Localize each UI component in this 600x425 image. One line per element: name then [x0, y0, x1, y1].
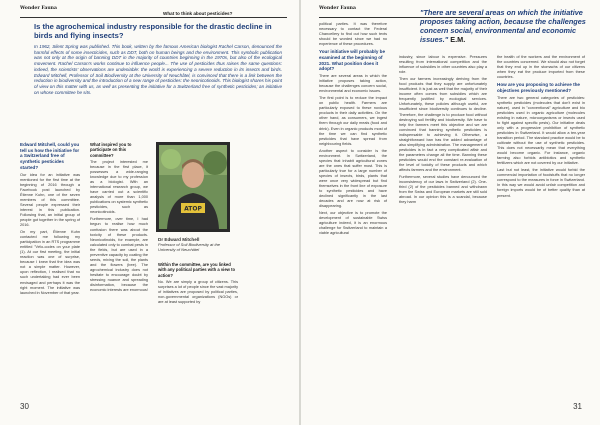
paragraph: the health of the workers and the environment of the countries concerned. We should also not forget that they end up in the stomachs of our citizens when they eat the produce imported from these countries. [497, 55, 585, 80]
paragraph: On my part, Étienne Kuhn contacted me following my participation in an RTS programme entitled "Vélo-codes on your plate (1). At our first meeting, the initial reaction was one of surprise, because I knew that the idea was not a simple matter. However, upon reflection, I realised that no such undertaking had ever been envisaged and perhaps it was the right moment. The initiative was launched in November of that year. [20, 230, 80, 295]
article-title: Is the agrochemical industry responsible for the drastic decline in birds and flying insects? [34, 22, 272, 40]
paragraph: Then our farmers increasingly deriving from the food products that they supply are unfortunately insufficient. It is just as well that the majority of their income often comes from subsidies which are frequently justified by ecological services. Unfortunately, these policies although useful, are insufficient since biodiversity continues to decline. Therefore, the challenge is to produce food without destroying soil fertility and biodiversity. We have to help the farmers meet this objective and we are convinced that banning synthetic pesticides is indispensable to achieving it. Otherwise, a straightforward ban has the added advantage of also simplifying administration. The management of pesticides is in fact a very complicated affair and the parameters change all the time. Banning these pesticides would end the constant re-evaluation of the level of toxicity of these products and which affects farmers and the environment. [399, 77, 487, 173]
question-3: Within the committee, are you linked with any political parties with a view to action? [158, 262, 236, 278]
left-column-1 [20, 142, 80, 298]
paragraph: Last but not least, the initiative would forbid the commercial importation of foodstuffs that no longer correspond to the measures in force in Switzerland. In this way we would avoid unfair competition and foreign imports would be of better quality than at present. [497, 168, 585, 198]
question-5: How are you proposing to achieve the objectives previously mentioned? [497, 82, 580, 93]
paragraph: Next, our objective is to promote the development of sustainable Swiss agriculture indeed, it is an enormous challenge for Switzerland to maintain a viable agricultural [319, 211, 387, 236]
paragraph: Our idea for an initiative was mentioned for the first time at the beginning of 2016 through a Facebook post launched by Étienne Kuhn, one of the seven members of this committee. Several people expressed their interest in this publication. Following that, an initial group of people got together in the spring of 2016. [20, 172, 80, 227]
left-column-3 [158, 262, 238, 307]
paragraph: No. We are simply a group of citizens. This surprises a lot of people since the vast majority of initiatives are proposed by political parties, non-governmental organizations (NGOs) or are at least supported by [158, 279, 238, 305]
paragraph: Furthermore, several studies have denounced the inconsistency of our laws in Switzerland (2). One-third (2) of the pesticides banned and withdrawn from the Swiss and European markets are still sold abroad. In our opinion this is a scandal, because they harm [399, 175, 487, 205]
paragraph: There are several areas in which the initiative proposes taking action, because the challenges concern social, environmental and economic issues. [319, 74, 387, 94]
right-column-1 [319, 22, 387, 239]
page-number: 31 [573, 402, 582, 411]
page-left [0, 0, 299, 425]
paragraph: Furthermore, over time, I had begun to realise how much confusion there was about the toxicity of these products. Neonicotinoids, for example, are calculated only to combat pests in the fields, but are used in a preventive capacity by coating the seeds, mixing the soil, the plants and the flowers (bee). The agrochemical industry does not hesitate to encourage doubt by stressing nuance and spreading disinformation, because the economic interests are enormous! [90, 217, 148, 293]
header-brand: Wonder Fauna [319, 6, 356, 11]
header-rule [20, 17, 287, 18]
right-column-2 [399, 55, 487, 207]
paragraph: political parties. It was therefore necessary to contact the Federal Chancellery to find out how such texts should be worded since we had no experience of these procedures. [319, 22, 387, 47]
paragraph: The project interested me because in the first place, it possesses a wide-ranging knowledge due to my profession as a biologist. With an international research group, we have carried out a scientific analysis of more than 1,000 publications on systemic synthetic pesticides, such as neonicotinoids. [90, 159, 148, 215]
shirt-lettering: ATOP [184, 205, 202, 213]
paragraph: The first point is to reduce the impact on public health. Farmers are particularly exposed to these noxious products in their daily activities. On the other hand, as consumers, we ingest them through our daily meals (food and drink). Even in organic products most of the time we can find synthetic pesticides that have spread from neighbouring fields. [319, 96, 387, 146]
pull-quote [420, 8, 592, 44]
question-1: Edward Mitchell, could you tell us how the initiative for a Switzerland free of synthetic pesticides started? [20, 142, 80, 170]
question-4: Your initiative will probably be examined at the beginning of 2021. What position does it adopt? [319, 49, 386, 72]
pull-quote-text: "There are several areas on which the initiative proposes taking action, because the challenges concern social, environmental and economic issues." [420, 8, 586, 44]
paragraph: There are two general categories of pesticides: synthetic pesticides (molecules that don't exist in nature), used in "conventional" agriculture and bio pesticides used in organic agriculture (molecules existing in nature, microorganisms or insects used to fight against specific pests). Our initiative deals only with a progressive prohibition of synthetic pesticides in Switzerland. It would allow a ten-year transition period. The standard practice would be to cultivate without the use of synthetic pesticides. This does not necessarily mean that everything would become organic. For instance, organic farming also forbids antibiotics and synthetic fertilizers which are not covered by our initiative. [497, 95, 585, 166]
photo-caption [158, 238, 238, 252]
caption-name: Dr Edward Mitchell [158, 237, 200, 242]
question-2: What inspired you to participate on this committee? [90, 142, 132, 158]
header-section-title: What to think about pesticides? [163, 11, 233, 16]
portrait-photo [156, 142, 230, 232]
paragraph: industry, since labour is expensive. Pressures resulting from international competition and the influence of subsidies in other countries also play a role. [399, 55, 487, 75]
right-column-3 [497, 55, 585, 201]
caption-role: Professor of Soil Biodiversity at the University of Neuchâtel [158, 241, 221, 252]
page-right [301, 0, 600, 425]
page-number: 30 [20, 402, 29, 411]
left-column-2 [90, 142, 148, 295]
paragraph: Another aspect to consider is the environment. In Switzerland, the species that inhabit agricultural zones are the ones that suffer most. This is particularly true for a large number of species of insects, birds, plants that were once very widespread but find themselves in the front line of exposure to synthetic pesticides and have declined significantly in the last decades and are now at risk of disappearing. [319, 148, 387, 209]
article-intro: In 1962, Silent Spring was published. This book, written by the famous American biologist Rachel Carson, denounced the harmful effects of some insecticides, such as DDT, both on human beings and the environment. This symbolic publication was not only at the origin of banning DDT in the majority of countries beginning in the 1970s, but also of the ecological movement. Rachel Carson's works continue to influence people... The use of pesticides thus raises the same questions: indeed, the scientists' observations are undeniable: the world is experiencing a severe reduction in its insects and birds. Edward Mitchell, Professor of Soil Biodiversity at the University of Neuchâtel, is convinced that there is a link between the reduction in biodiversity and the introduction of a new range of pesticides: the neonicotinoids. This biologist shares his point of view on this matter with us, as well as presenting the initiative for a Switzerland free of synthetic pesticides; an initiative on whose committee he sits. [34, 44, 282, 95]
pull-quote-attribution: E.M. [450, 35, 466, 44]
portrait-illustration [159, 145, 227, 229]
header-brand: Wonder Fauna [20, 6, 57, 11]
